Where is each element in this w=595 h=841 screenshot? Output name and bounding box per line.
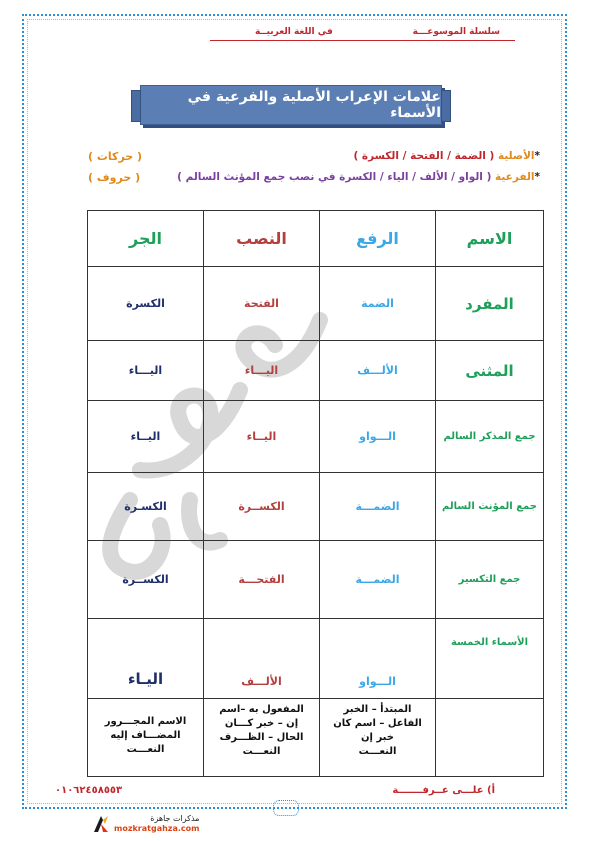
author-signature: أ) علـــى عــرفـــــــة [392,785,495,796]
language-title: في اللغة العربيــة [255,27,333,37]
definition-list: ( الضمة / الفتحة / الكسرة ) [353,150,495,162]
logo-icon [92,814,110,834]
table-row [88,267,544,341]
row-raf: الـــواو [320,401,436,473]
examples-nasb: المفعول به –اسم إن – خبر كـــان الحال – الظـــرف النعـــت [204,699,320,777]
row-name: الأسماء الخمسة [436,619,544,699]
row-jarr: اليـاء [88,619,204,699]
header-jarr: الجر [88,211,204,267]
examples-raf: المبتدأ – الخبر الفاعل – اسم كان خبر إن النعـــت [320,699,436,777]
row-raf: الضمـــة [320,473,436,541]
inflection-table [87,210,544,777]
examples-jarr: الاسم المجـــرور المضـــاف إليه النعـــت [88,699,204,777]
series-title: سلسلة الموسوعـــة [412,27,500,37]
definition-original: *الأصلية ( الضمة / الفتحة / الكسرة ) [353,150,540,162]
title-banner [140,85,442,125]
row-nasb: الكســرة [204,473,320,541]
row-name: المثنى [436,341,544,401]
table-row-examples [88,699,544,777]
header-name: الاسم [436,211,544,267]
row-name: جمع التكسير [436,541,544,619]
row-nasb: الفتحـــة [204,541,320,619]
definition-list: ( الواو / الألف / الياء / الكسرة في نصب جمع المؤنث السالم ) [177,171,492,183]
row-raf: الضمـــة [320,541,436,619]
site-url: mozkratgahza.com [114,824,200,833]
row-name: جمع المذكر السالم [436,401,544,473]
table-row [88,619,544,699]
table-row [88,401,544,473]
examples-empty [436,699,544,777]
page-title: علامات الإعراب الأصلية والفرعية في الأسماء [187,89,441,121]
page-header [0,27,595,43]
definition-term: الأصلية [497,150,535,162]
row-raf: الألـــف [320,341,436,401]
definition-secondary: *الفرعية ( الواو / الألف / الياء / الكسرة في نصب جمع المؤنث السالم ) [177,171,540,183]
row-jarr: اليــاء [88,401,204,473]
definition-tag: ( حروف ) [88,171,141,184]
row-jarr: اليـــاء [88,341,204,401]
row-jarr: الكســرة [88,541,204,619]
table-row [88,341,544,401]
row-name: جمع المؤنث السالم [436,473,544,541]
page-number-box [273,800,299,816]
row-raf: الضمة [320,267,436,341]
site-logo [92,814,199,834]
row-nasb: اليــاء [204,401,320,473]
definition-tag: ( حركات ) [88,150,143,163]
table-row [88,541,544,619]
row-nasb: الفتحة [204,267,320,341]
table-row [88,473,544,541]
row-raf: الـــواو [320,619,436,699]
row-nasb: اليـــاء [204,341,320,401]
row-jarr: الكسرة [88,267,204,341]
table-header-row [88,211,544,267]
header-nasb: النصب [204,211,320,267]
site-name: مذكرات جاهزة [150,814,200,823]
row-name: المفرد [436,267,544,341]
header-divider [210,40,515,41]
header-raf: الرفع [320,211,436,267]
definition-term: الفرعية [495,171,535,183]
row-jarr: الكسـرة [88,473,204,541]
phone-number: ٠١٠٦٢٤٥٨٥٥٣ [55,785,123,796]
row-nasb: الألـــف [204,619,320,699]
